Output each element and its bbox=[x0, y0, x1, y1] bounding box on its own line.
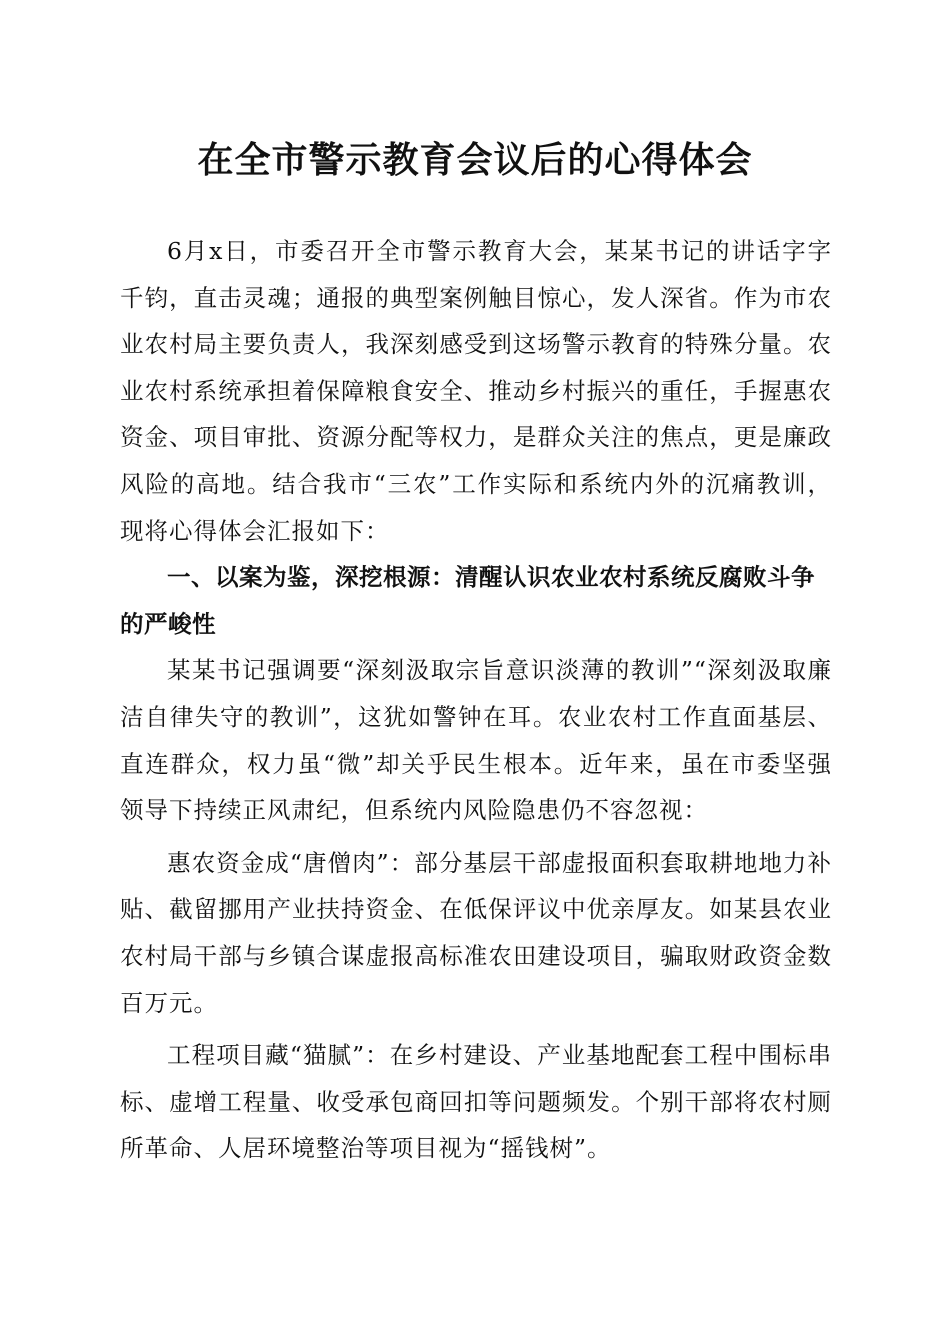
section-heading: 一、以案为鉴，深挖根源：清醒认识农业农村系统反腐败斗争的严峻性 bbox=[120, 563, 815, 638]
document-title: 在全市警示教育会议后的心得体会 bbox=[197, 139, 753, 181]
body-paragraph: 某某书记强调要“深刻汲取宗旨意识淡薄的教训”“深刻汲取廉洁自律失守的教训”，这犹如警钟在耳。农业农村工作直面基层、直连群众，权力虽“微”却关乎民生根本。近年来，虽在市委坚强领导下持续正风肃纪，但系统内风险隐患仍不容忽视： bbox=[120, 656, 832, 825]
intro-paragraph: 6月x日，市委召开全市警示教育大会，某某书记的讲话字字千钧，直击灵魂；通报的典型案例触目惊心，发人深省。作为市农业农村局主要负责人，我深刻感受到这场警示教育的特殊分量。农业农村系统承担着保障粮食安全、推动乡村振兴的重任，手握惠农资金、项目审批、资源分配等权力，是群众关注的焦点，更是廉政风险的高地。结合我市“三农”工作实际和系统内外的沉痛教训，现将心得体会汇报如下： bbox=[120, 237, 832, 545]
body-paragraph: 工程项目藏“猫腻”：在乡村建设、产业基地配套工程中围标串标、虚增工程量、收受承包商回扣等问题频发。个别干部将农村厕所革命、人居环境整治等项目视为“摇钱树”。 bbox=[120, 1041, 832, 1163]
document-body bbox=[120, 228, 832, 1172]
body-paragraph: 惠农资金成“唐僧肉”：部分基层干部虚报面积套取耕地地力补贴、截留挪用产业扶持资金、在低保评议中优亲厚友。如某县农业农村局干部与乡镇合谋虚报高标准农田建设项目，骗取财政资金数百万元。 bbox=[120, 848, 832, 1017]
